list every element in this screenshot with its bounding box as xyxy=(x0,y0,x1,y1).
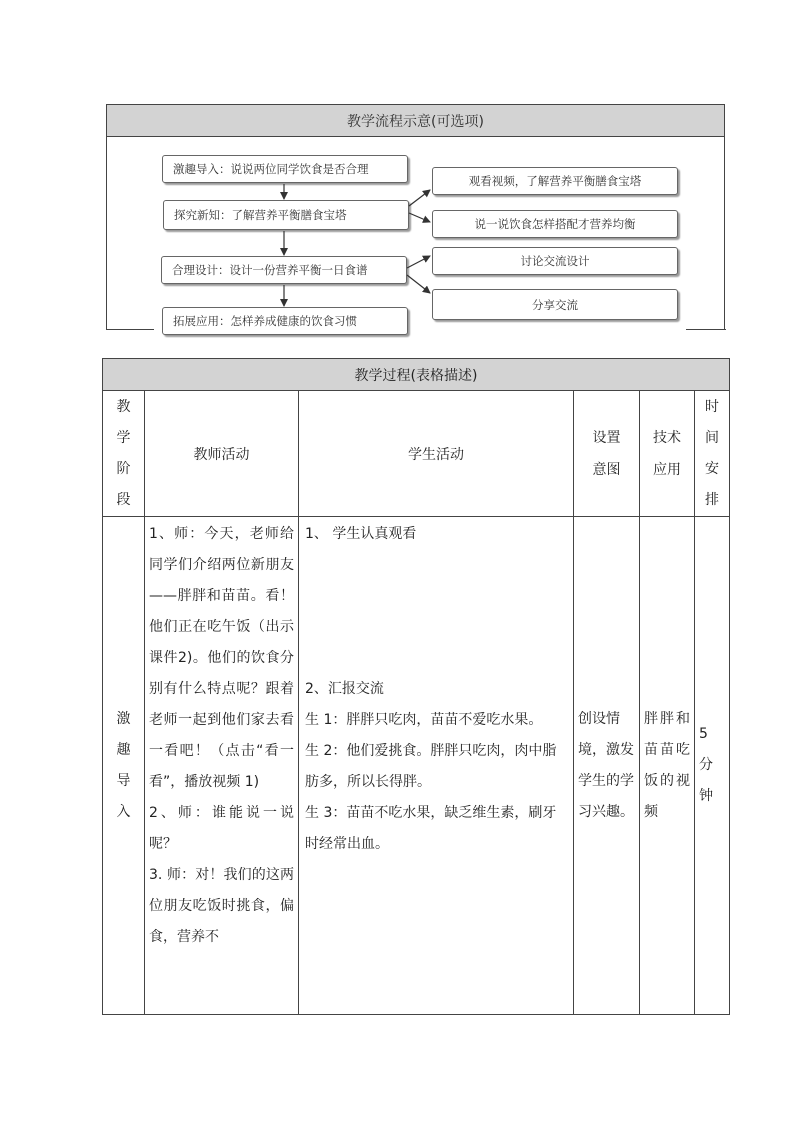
time-cell: 5 分钟 xyxy=(695,517,730,1015)
flow-bottom-border-right xyxy=(686,329,726,330)
design-intent-cell: 创设情境，激发学生的学习兴趣。 xyxy=(574,517,640,1015)
teacher-activity-cell: 1、师：今天，老师给同学们介绍两位新朋友——胖胖和苗苗。看！他们正在吃午饭（出示课件2)。他们的饮食分别有什么特点呢？跟着老师一起到他们家去看一看吧！（点击“看一看”，播放视频 1) 2、师：谁能说一说呢？ 3. 师：对！我们的这两位朋友吃饭时挑食，偏食，营养不 xyxy=(145,517,299,1015)
header-time: 时 间 安 排 xyxy=(695,391,730,517)
header-stage: 教 学 阶 段 xyxy=(103,391,145,517)
header-design-intent: 设置 意图 xyxy=(574,391,640,517)
flow-box-extend: 拓展应用：怎样养成健康的饮食习惯 xyxy=(162,307,408,335)
flow-box-explore: 探究新知：了解营养平衡膳食宝塔 xyxy=(163,200,409,230)
header-tech-application: 技术 应用 xyxy=(640,391,695,517)
flow-box-intro: 激趣导入：说说两位同学饮食是否合理 xyxy=(162,155,408,183)
flow-bottom-border-left xyxy=(106,329,154,330)
flow-box-watch: 观看视频，了解营养平衡膳食宝塔 xyxy=(432,167,678,195)
flow-box-discuss: 讨论交流设计 xyxy=(432,247,678,275)
header-student-activity: 学生活动 xyxy=(299,391,574,517)
student-activity-cell: 1、 学生认真观看 2、汇报交流 生 1：胖胖只吃肉，苗苗不爱吃水果。 生 2：他们爱挑食。胖胖只吃肉，肉中脂肪多，所以长得胖。 生 3：苗苗不吃水果，缺乏维生素，刷牙时经常出血。 xyxy=(299,517,574,1015)
flow-diagram-title: 教学流程示意(可选项) xyxy=(107,105,724,137)
teaching-process-table xyxy=(102,358,730,1015)
table-row xyxy=(103,517,730,1015)
flow-box-share: 分享交流 xyxy=(432,289,678,320)
flow-box-talk: 说一说饮食怎样搭配才营养均衡 xyxy=(432,210,678,238)
header-teacher-activity: 教师活动 xyxy=(145,391,299,517)
stage-cell: 激 趣 导 入 xyxy=(103,517,145,1015)
table-title: 教学过程(表格描述) xyxy=(103,359,730,391)
flow-box-design: 合理设计：设计一份营养平衡一日食谱 xyxy=(161,256,407,284)
tech-application-cell: 胖胖和苗苗吃饭的视频 xyxy=(640,517,695,1015)
